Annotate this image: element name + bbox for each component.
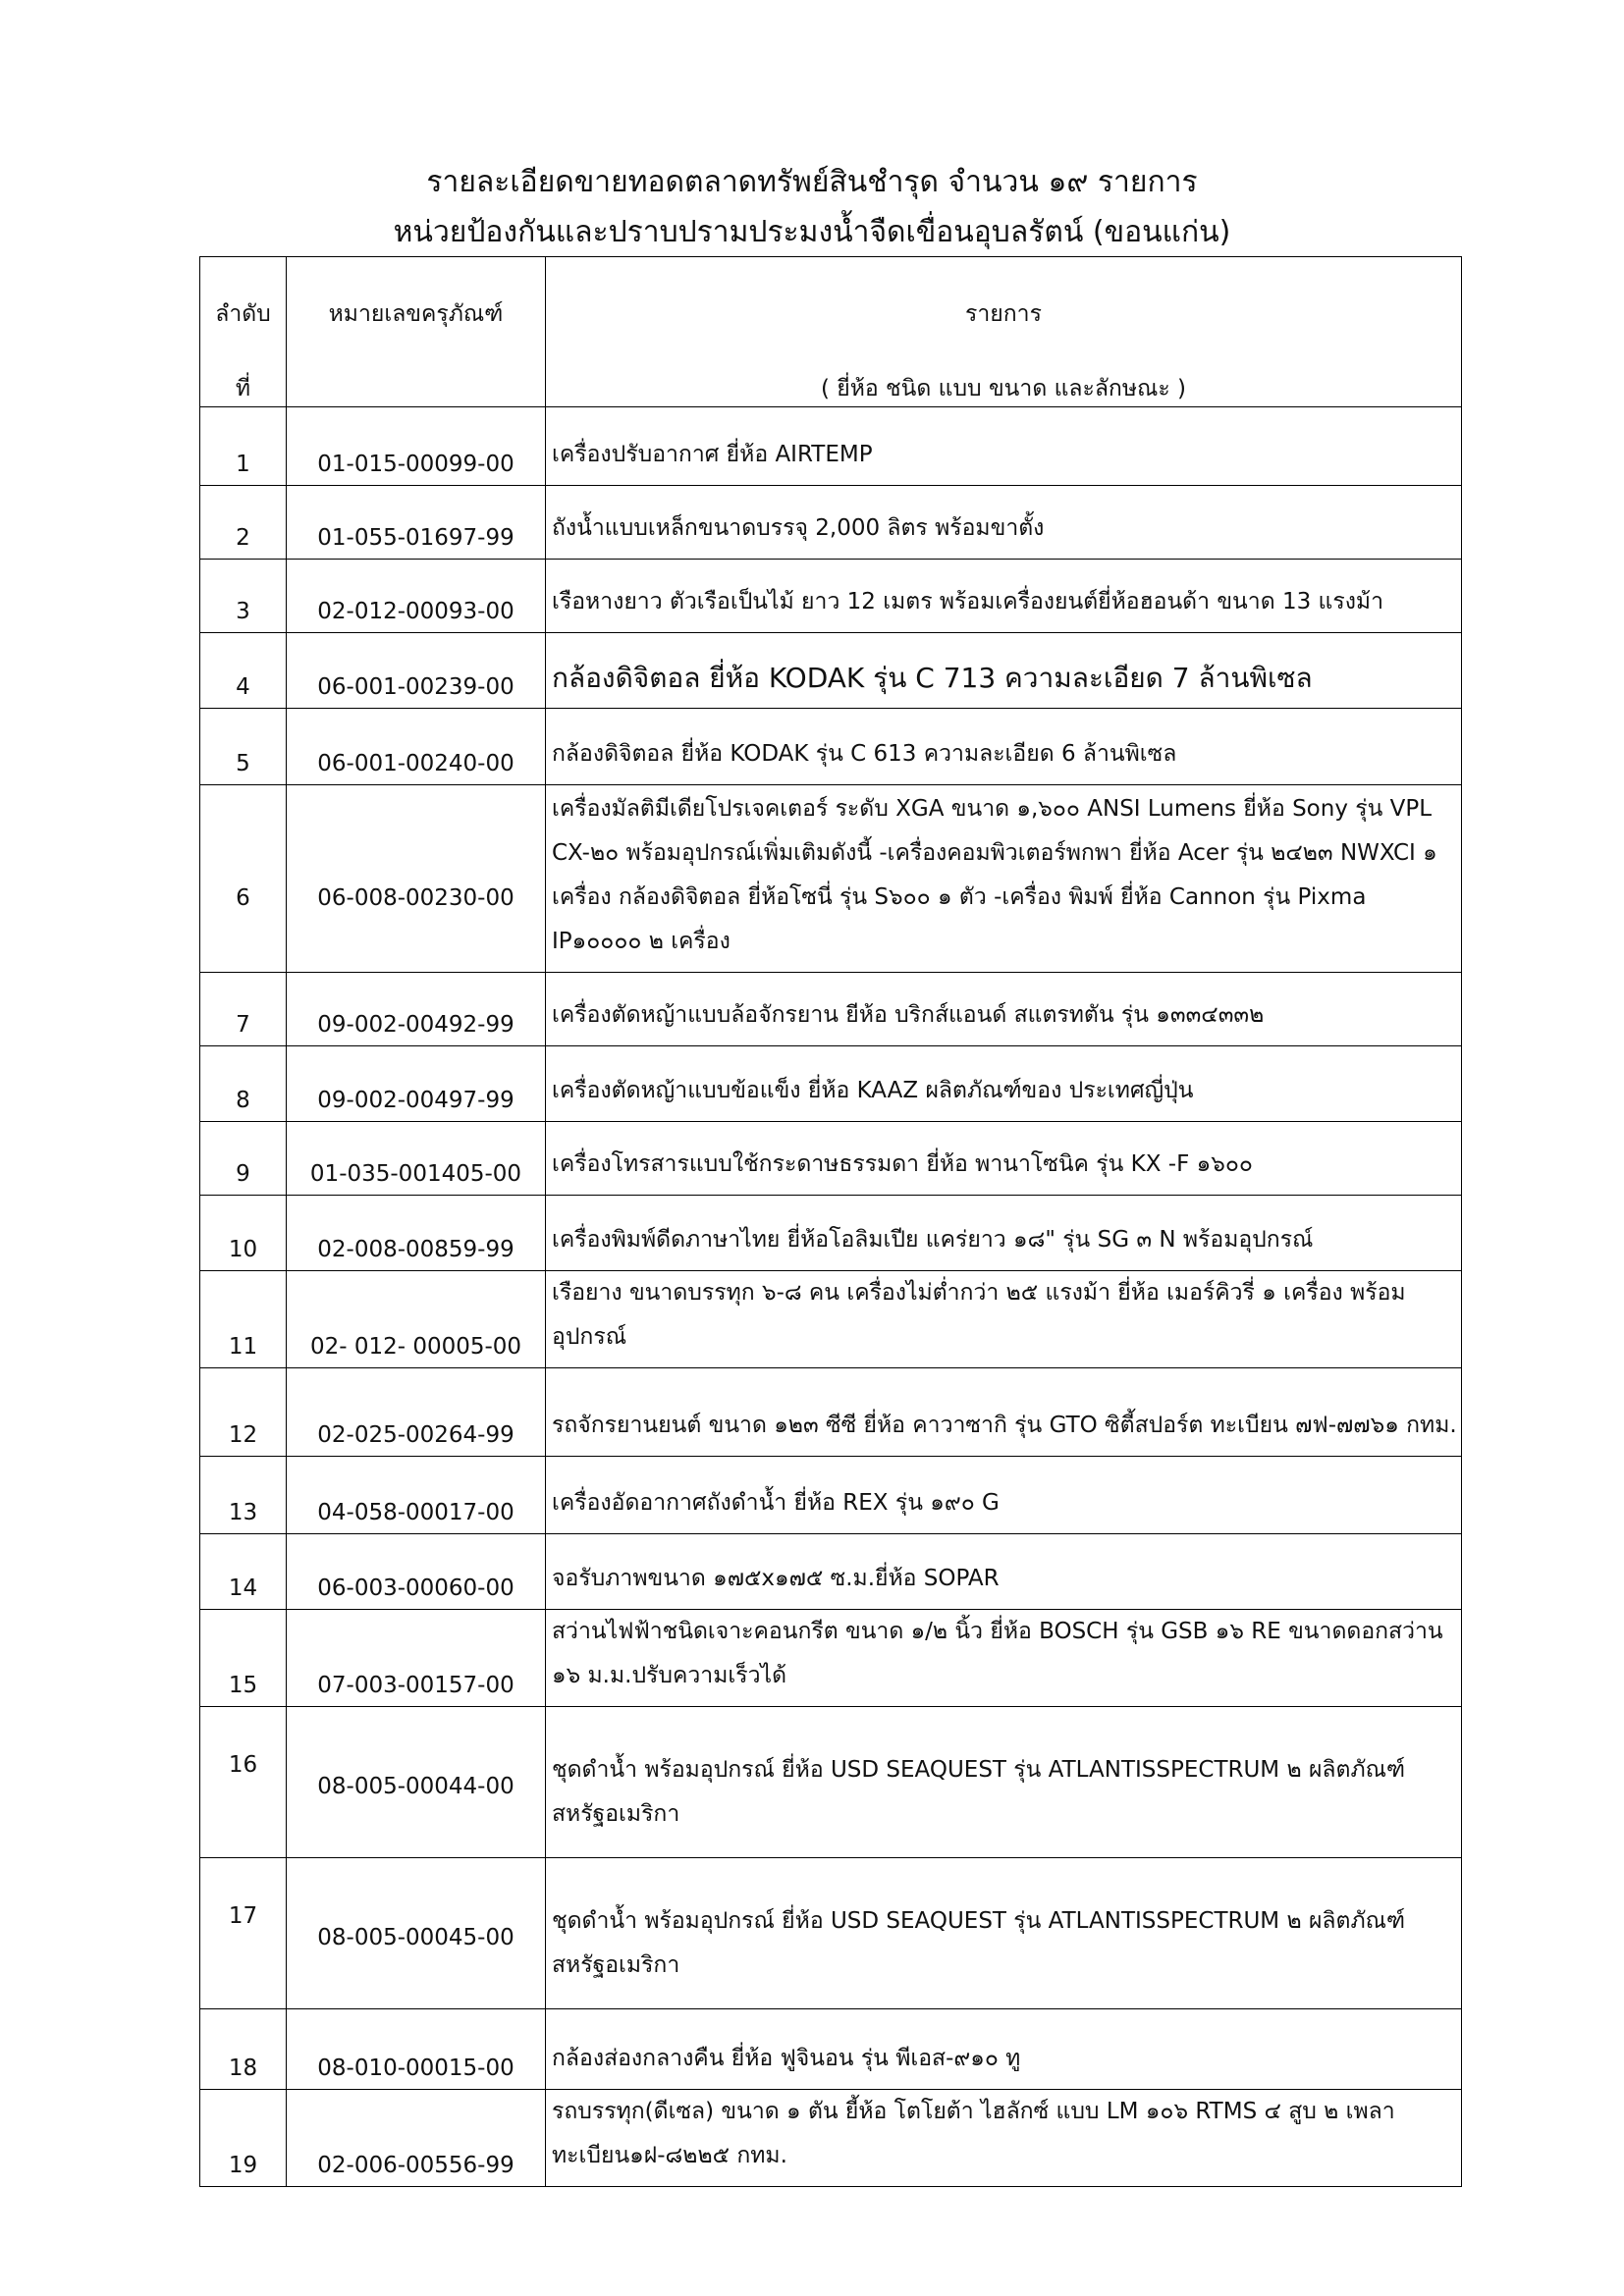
asset-description: เครื่องพิมพ์ดีดภาษาไทย ยี่ห้อโอลิมเปีย แคร่ยาว ๑๘" รุ่น SG ๓ N พร้อมอุปกรณ์	[546, 1196, 1462, 1271]
row-number: 10	[200, 1196, 287, 1271]
asset-description: รถจักรยานยนต์ ขนาด ๑๒๓ ซีซี ยี่ห้อ คาวาซากิ รุ่น GTO ซิตี้สปอร์ต ทะเบียน ๗ฟ-๗๗๖๑ กทม.	[546, 1368, 1462, 1457]
header-col-desc	[546, 257, 1462, 407]
asset-description: กล้องดิจิตอล ยี่ห้อ KODAK รุ่น C 613 ความละเอียด 6 ล้านพิเซล	[546, 709, 1462, 785]
asset-code: 02-025-00264-99	[287, 1368, 546, 1457]
asset-description: เครื่องตัดหญ้าแบบล้อจักรยาน ยีห้อ บริกส์แอนด์ สแตรทตัน รุ่น ๑๓๓๔๓๓๒	[546, 973, 1462, 1046]
document-title-line2: หน่วยป้องกันและปราบปรามประมงน้ำจืดเขื่อนอุบลรัตน์ (ขอนแก่น)	[393, 215, 1231, 249]
asset-description: กล้องดิจิตอล ยี่ห้อ KODAK รุ่น C 713 ความละเอียด 7 ล้านพิเซล	[546, 633, 1462, 709]
asset-table	[199, 256, 1462, 2187]
row-number: 18	[200, 2009, 287, 2090]
asset-code: 01-035-001405-00	[287, 1122, 546, 1196]
row-number: 12	[200, 1368, 287, 1457]
table-row	[200, 1122, 1462, 1196]
header-col-no	[200, 257, 287, 407]
asset-description: เรือหางยาว ตัวเรือเป็นไม้ ยาว 12 เมตร พร้อมเครื่องยนต์ยี่ห้อฮอนด้า ขนาด 13 แรงม้า	[546, 560, 1462, 633]
table-row	[200, 1457, 1462, 1534]
table-header-row	[200, 257, 1462, 407]
row-number: 16	[200, 1707, 287, 1858]
table-row	[200, 1707, 1462, 1858]
header-col-code-label: หมายเลขครุภัณฑ์	[328, 301, 504, 327]
table-row	[200, 1858, 1462, 2009]
asset-code: 02-008-00859-99	[287, 1196, 546, 1271]
row-number: 2	[200, 486, 287, 560]
table-row	[200, 560, 1462, 633]
row-number: 5	[200, 709, 287, 785]
row-number: 6	[200, 785, 287, 973]
asset-code: 07-003-00157-00	[287, 1610, 546, 1707]
row-number: 17	[200, 1858, 287, 2009]
asset-description: ถังน้ำแบบเหล็กขนาดบรรจุ 2,000 ลิตร พร้อมขาตั้ง	[546, 486, 1462, 560]
table-row	[200, 2090, 1462, 2187]
header-col-code	[287, 257, 546, 407]
asset-code: 06-003-00060-00	[287, 1534, 546, 1610]
table-row	[200, 633, 1462, 709]
document-title-line1: รายละเอียดขายทอดตลาดทรัพย์สินชำรุด จำนวน ๑๙ รายการ	[426, 165, 1198, 199]
asset-description: เครื่องมัลติมีเดียโปรเจคเตอร์ ระดับ XGA ขนาด ๑,๖๐๐ ANSI Lumens ยี่ห้อ Sony รุ่น VPL CX-๒๐ พร้อมอุปกรณ์เพิ่มเติมดังนี้ -เครื่องคอมพิวเตอร์พกพา ยี่ห้อ Acer รุ่น ๒๔๒๓ NWXCI ๑ เครื่อง กล้องดิจิตอล ยี่ห้อโซนี่ รุ่น S๖๐๐ ๑ ตัว -เครื่อง พิมพ์ ยี่ห้อ Cannon รุ่น Pixma IP๑๐๐๐๐ ๒ เครื่อง	[546, 785, 1462, 973]
asset-description: สว่านไฟฟ้าชนิดเจาะคอนกรีต ขนาด ๑/๒ นิ้ว ยี่ห้อ BOSCH รุ่น GSB ๑๖ RE ขนาดดอกสว่าน ๑๖ ม.ม.ปรับความเร็วได้	[546, 1610, 1462, 1707]
table-row	[200, 407, 1462, 486]
table-row	[200, 709, 1462, 785]
asset-code: 09-002-00497-99	[287, 1046, 546, 1122]
asset-code: 06-001-00239-00	[287, 633, 546, 709]
asset-code: 08-005-00045-00	[287, 1858, 546, 2009]
table-row	[200, 1610, 1462, 1707]
asset-description: ชุดดำน้ำ พร้อมอุปกรณ์ ยี่ห้อ USD SEAQUEST รุ่น ATLANTISSPECTRUM ๒ ผลิตภัณฑ์สหรัฐอเมริกา	[546, 1707, 1462, 1858]
row-number: 8	[200, 1046, 287, 1122]
row-number: 3	[200, 560, 287, 633]
row-number: 11	[200, 1271, 287, 1368]
table-row	[200, 1196, 1462, 1271]
table-row	[200, 486, 1462, 560]
asset-description: จอรับภาพขนาด ๑๗๕x๑๗๕ ซ.ม.ยี่ห้อ SOPAR	[546, 1534, 1462, 1610]
asset-description: ชุดดำน้ำ พร้อมอุปกรณ์ ยี่ห้อ USD SEAQUEST รุ่น ATLANTISSPECTRUM ๒ ผลิตภัณฑ์สหรัฐอเมริกา	[546, 1858, 1462, 2009]
asset-code: 08-005-00044-00	[287, 1707, 546, 1858]
table-row	[200, 785, 1462, 973]
header-col-desc-line2: ( ยี่ห้อ ชนิด แบบ ขนาด และลักษณะ )	[821, 376, 1186, 401]
asset-description: เครื่องตัดหญ้าแบบข้อแข็ง ยี่ห้อ KAAZ ผลิตภัณฑ์ของ ประเทศญี่ปุ่น	[546, 1046, 1462, 1122]
asset-code: 01-015-00099-00	[287, 407, 546, 486]
row-number: 9	[200, 1122, 287, 1196]
row-number: 13	[200, 1457, 287, 1534]
asset-description: เรือยาง ขนาดบรรทุก ๖-๘ คน เครื่องไม่ต่ำกว่า ๒๕ แรงม้า ยี่ห้อ เมอร์คิวรี่ ๑ เครื่อง พร้อมอุปกรณ์	[546, 1271, 1462, 1368]
table-row	[200, 973, 1462, 1046]
asset-description: รถบรรทุก(ดีเซล) ขนาด ๑ ตัน ยี้ห้อ โตโยต้า ไฮลักซ์ แบบ LM ๑๐๖ RTMS ๔ สูบ ๒ เพลา ทะเบียน๑ฝ-๘๒๒๕ กทม.	[546, 2090, 1462, 2187]
table-row	[200, 2009, 1462, 2090]
row-number: 19	[200, 2090, 287, 2187]
table-row	[200, 1534, 1462, 1610]
row-number: 4	[200, 633, 287, 709]
asset-description: เครื่องปรับอากาศ ยี่ห้อ AIRTEMP	[546, 407, 1462, 486]
row-number: 7	[200, 973, 287, 1046]
asset-code: 01-055-01697-99	[287, 486, 546, 560]
header-col-no-line1: ลำดับ	[215, 301, 271, 327]
asset-code: 04-058-00017-00	[287, 1457, 546, 1534]
asset-description: กล้องส่องกลางคืน ยี่ห้อ ฟูจินอน รุ่น พีเอส-๙๑๐ ทู	[546, 2009, 1462, 2090]
header-col-no-line2: ที่	[235, 376, 251, 401]
asset-code: 09-002-00492-99	[287, 973, 546, 1046]
header-col-desc-line1: รายการ	[965, 301, 1042, 327]
table-row	[200, 1271, 1462, 1368]
row-number: 1	[200, 407, 287, 486]
table-row	[200, 1046, 1462, 1122]
asset-code: 06-001-00240-00	[287, 709, 546, 785]
table-row	[200, 1368, 1462, 1457]
asset-code: 02-006-00556-99	[287, 2090, 546, 2187]
asset-code: 02- 012- 00005-00	[287, 1271, 546, 1368]
row-number: 15	[200, 1610, 287, 1707]
asset-code: 06-008-00230-00	[287, 785, 546, 973]
row-number: 14	[200, 1534, 287, 1610]
asset-description: เครื่องโทรสารแบบใช้กระดาษธรรมดา ยี่ห้อ พานาโซนิค รุ่น KX -F ๑๖๐๐	[546, 1122, 1462, 1196]
asset-description: เครื่องอัดอากาศถังดำน้ำ ยี่ห้อ REX รุ่น ๑๙๐ G	[546, 1457, 1462, 1534]
asset-code: 08-010-00015-00	[287, 2009, 546, 2090]
asset-code: 02-012-00093-00	[287, 560, 546, 633]
